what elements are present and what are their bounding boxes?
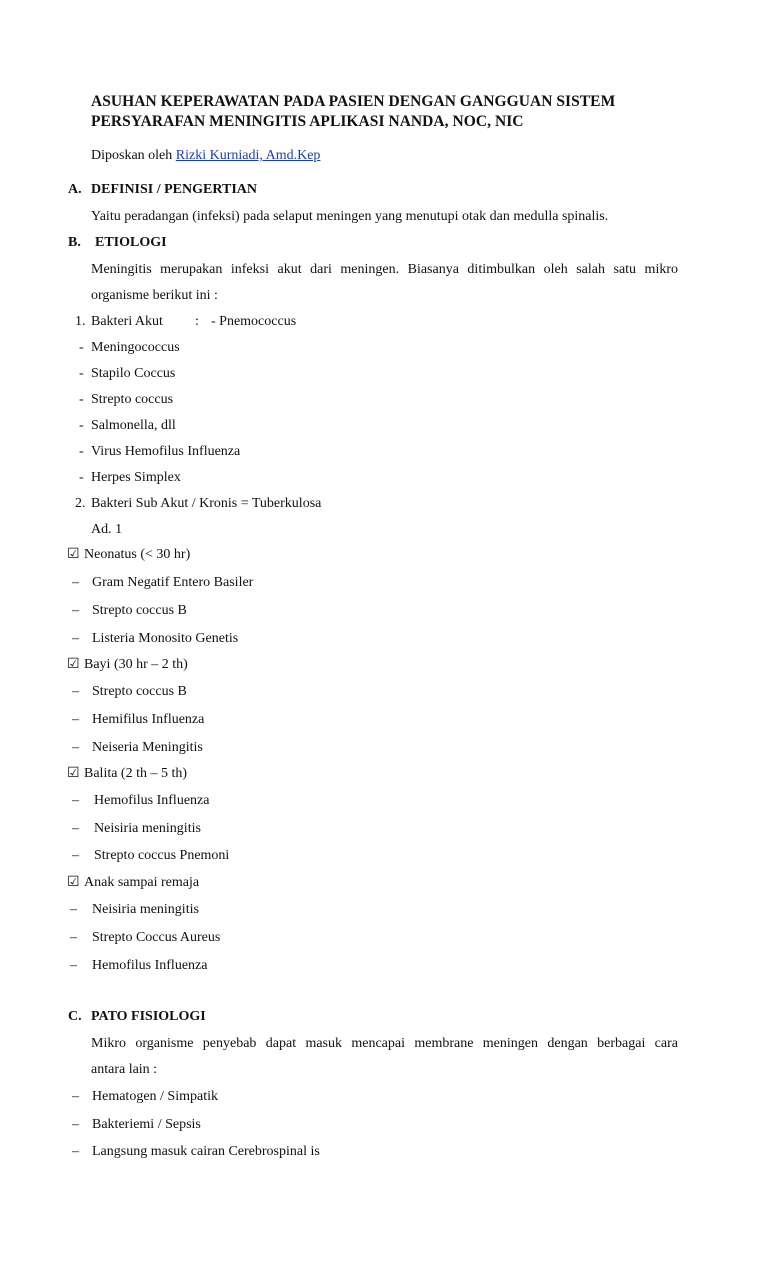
- list-dash: -: [79, 392, 84, 407]
- list-item: Stapilo Coccus: [91, 366, 176, 381]
- list-dash: -: [79, 418, 84, 433]
- list-item: Strepto coccus B: [92, 603, 187, 618]
- section-c-heading: PATO FISIOLOGI: [91, 1009, 206, 1024]
- section-c-letter: C.: [68, 1009, 82, 1024]
- section-c-paragraph-line-1: Mikro organisme penyebab dapat masuk mencapai membrane meningen dengan berbagai cara: [91, 1036, 678, 1051]
- list-item: Neiseria Meningitis: [92, 740, 203, 755]
- item-2-text: Bakteri Sub Akut / Kronis = Tuberkulosa: [91, 496, 322, 511]
- list-item: Strepto Coccus Aureus: [92, 930, 221, 945]
- byline-prefix: Diposkan oleh: [91, 148, 173, 163]
- item-1-first-organism: - Pnemococcus: [211, 314, 297, 329]
- list-dash: –: [72, 1089, 79, 1104]
- checkbox-icon: ☑: [67, 875, 80, 890]
- document-title-line-2: PERSYARAFAN MENINGITIS APLIKASI NANDA, NOC, NIC: [91, 113, 524, 130]
- list-item: Neisiria meningitis: [92, 902, 199, 917]
- checkbox-icon: ☑: [67, 547, 80, 562]
- document-title-line-1: ASUHAN KEPERAWATAN PADA PASIEN DENGAN GANGGUAN SISTEM: [91, 93, 616, 110]
- list-item: Neisiria meningitis: [94, 821, 201, 836]
- list-item: Strepto coccus B: [92, 684, 187, 699]
- list-dash: –: [72, 684, 79, 699]
- list-dash: –: [72, 1144, 79, 1159]
- author-link[interactable]: Rizki Kurniadi, Amd.Kep: [175, 148, 321, 163]
- item-1-colon: :: [195, 314, 199, 329]
- list-dash: –: [72, 1117, 79, 1132]
- section-a-letter: A.: [68, 182, 82, 197]
- section-c-paragraph-line-2: antara lain :: [91, 1062, 158, 1077]
- list-item: Strepto coccus Pnemoni: [94, 848, 230, 863]
- list-item: Salmonella, dll: [91, 418, 176, 433]
- list-dash: –: [72, 603, 79, 618]
- section-b-paragraph-line-2: organisme berikut ini :: [91, 288, 218, 303]
- list-dash: –: [72, 712, 79, 727]
- list-item: Hemifilus Influenza: [92, 712, 205, 727]
- byline: [91, 147, 320, 165]
- list-dash: –: [70, 930, 77, 945]
- checkbox-icon: ☑: [67, 657, 80, 672]
- list-item: Hemofilus Influenza: [92, 958, 208, 973]
- group-label-bayi: Bayi (30 hr – 2 th): [84, 657, 188, 672]
- section-b-heading: ETIOLOGI: [95, 235, 167, 250]
- ad-1-label: Ad. 1: [91, 522, 123, 537]
- section-b-paragraph-line-1: Meningitis merupakan infeksi akut dari meningen. Biasanya ditimbulkan oleh salah satu mikro: [91, 262, 678, 277]
- list-item: Listeria Monosito Genetis: [92, 631, 239, 646]
- list-dash: –: [72, 740, 79, 755]
- list-dash: –: [70, 902, 77, 917]
- list-item: Meningococcus: [91, 340, 180, 355]
- list-dash: –: [72, 793, 79, 808]
- group-label-anak: Anak sampai remaja: [84, 875, 200, 890]
- list-dash: -: [79, 340, 84, 355]
- list-item: Hematogen / Simpatik: [92, 1089, 218, 1104]
- list-item: Strepto coccus: [91, 392, 174, 407]
- item-2-number: 2.: [75, 496, 86, 511]
- list-item: Gram Negatif Entero Basiler: [92, 575, 254, 590]
- list-item: Hemofilus Influenza: [94, 793, 210, 808]
- list-dash: –: [72, 575, 79, 590]
- section-a-text: Yaitu peradangan (infeksi) pada selaput meningen yang menutupi otak dan medulla spinalis.: [91, 209, 609, 224]
- list-item: Langsung masuk cairan Cerebrospinal is: [92, 1144, 320, 1159]
- group-label-balita: Balita (2 th – 5 th): [84, 766, 188, 781]
- list-dash: –: [72, 848, 79, 863]
- list-dash: -: [79, 366, 84, 381]
- list-item: Herpes Simplex: [91, 470, 181, 485]
- list-item: Bakteriemi / Sepsis: [92, 1117, 201, 1132]
- list-dash: –: [70, 958, 77, 973]
- section-b-letter: B.: [68, 235, 81, 250]
- group-label-neonatus: Neonatus (< 30 hr): [84, 547, 191, 562]
- item-1-number: 1.: [75, 314, 86, 329]
- list-item: Virus Hemofilus Influenza: [91, 444, 241, 459]
- section-a-heading: DEFINISI / PENGERTIAN: [91, 182, 257, 197]
- list-dash: -: [79, 470, 84, 485]
- list-dash: –: [72, 821, 79, 836]
- list-dash: –: [72, 631, 79, 646]
- checkbox-icon: ☑: [67, 766, 80, 781]
- list-dash: -: [79, 444, 84, 459]
- item-1-label: Bakteri Akut: [91, 314, 163, 329]
